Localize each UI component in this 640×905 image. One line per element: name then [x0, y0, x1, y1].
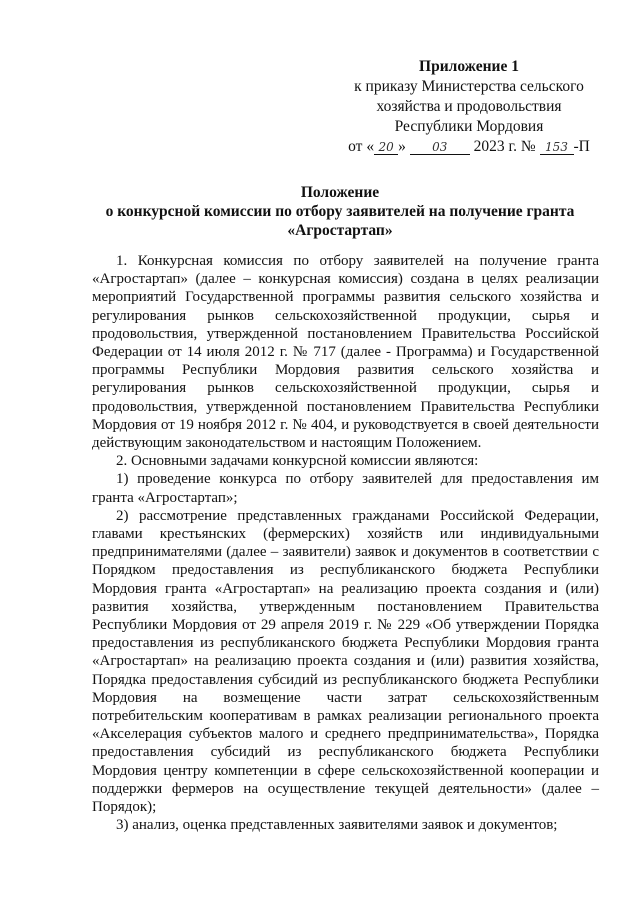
title-line-2: о конкурсной комиссии по отбору заявителей на получение гранта: [105, 203, 575, 220]
date-prefix: от «: [348, 138, 375, 155]
appendix-header: [338, 57, 600, 157]
paragraph-2: 2. Основными задачами конкурсной комиссии являются:: [116, 453, 479, 470]
paragraph-5: 3) анализ, оценка представленных заявителями заявок и документов;: [116, 817, 558, 834]
date-close: »: [398, 138, 406, 155]
handwritten-day: 20: [374, 140, 398, 155]
handwritten-month: 03: [410, 140, 470, 155]
appendix-label: Приложение 1: [419, 58, 519, 75]
date-year: 2023 г. №: [473, 138, 536, 155]
paragraph-4: 2) рассмотрение представленных гражданами Российской Федерации, главами крестьянских (фермерских) хозяйств или индивидуальными предпринимателями (далее – заявители) заявок и документов в соответствии с Порядком предоставления из республиканского бюджета Республики Мордовия гранта «Агростартап» на реализацию проекта создания и (или) развития хозяйства, утвержденным постановлением Правительства Республики Мордовия от 29 апреля 2019 г. № 229 «Об утверждении Порядка предоставления из республиканского бюджета Республики Мордовия гранта «Агростартап» на реализацию проекта создания и (или) развития хозяйства, Порядка предоставления субсидий из республиканского бюджета Республики Мордовия на возмещение части затрат сельскохозяйственным потребительским кооперативам в рамках реализации регионального проекта «Акселерация субъектов малого и среднего предпринимательства», Порядка предоставления субсидий из республиканского бюджета Республики Мордовия центру компетенции в сфере сельскохозяйственной кооперации и поддержки фермеров на осуществление текущей деятельности» (далее – Порядок);: [92, 507, 599, 816]
order-reference: к приказу Министерства сельского: [354, 78, 584, 95]
republic-name-line: Республики Мордовия: [394, 118, 544, 135]
order-suffix: -П: [573, 138, 590, 155]
handwritten-order-number: 153: [540, 140, 574, 155]
document-body: [92, 252, 599, 835]
title-line-1: Положение: [300, 184, 380, 201]
title-line-3: «Агростартап»: [287, 222, 393, 239]
paragraph-1: 1. Конкурсная комиссия по отбору заявителей на получение гранта «Агростартап» (далее – конкурсная комиссия) создана в целях реализации мероприятий Государственной программы развития сельского хозяйства и регулирования рынков сельскохозяйственной продукции, сырья и продовольствия, утвержденной постановлением Правительства Российской Федерации от 14 июля 2012 г. № 717 (далее - Программа) и Государственной программы Республики Мордовия развития сельского хозяйства и регулирования рынков сельскохозяйственной продукции, сырья и продовольствия, утвержденной постановлением Правительства Республики Мордовия от 19 ноября 2012 г. № 404, и руководствуется в своей деятельности действующим законодательством и настоящим Положением.: [92, 253, 599, 452]
order-date-number: [338, 137, 600, 157]
ministry-name-line: хозяйства и продовольствия: [376, 98, 562, 115]
document-title: [60, 183, 620, 240]
paragraph-3: 1) проведение конкурса по отбору заявителей для предоставления им гранта «Агростартап»;: [92, 471, 599, 506]
